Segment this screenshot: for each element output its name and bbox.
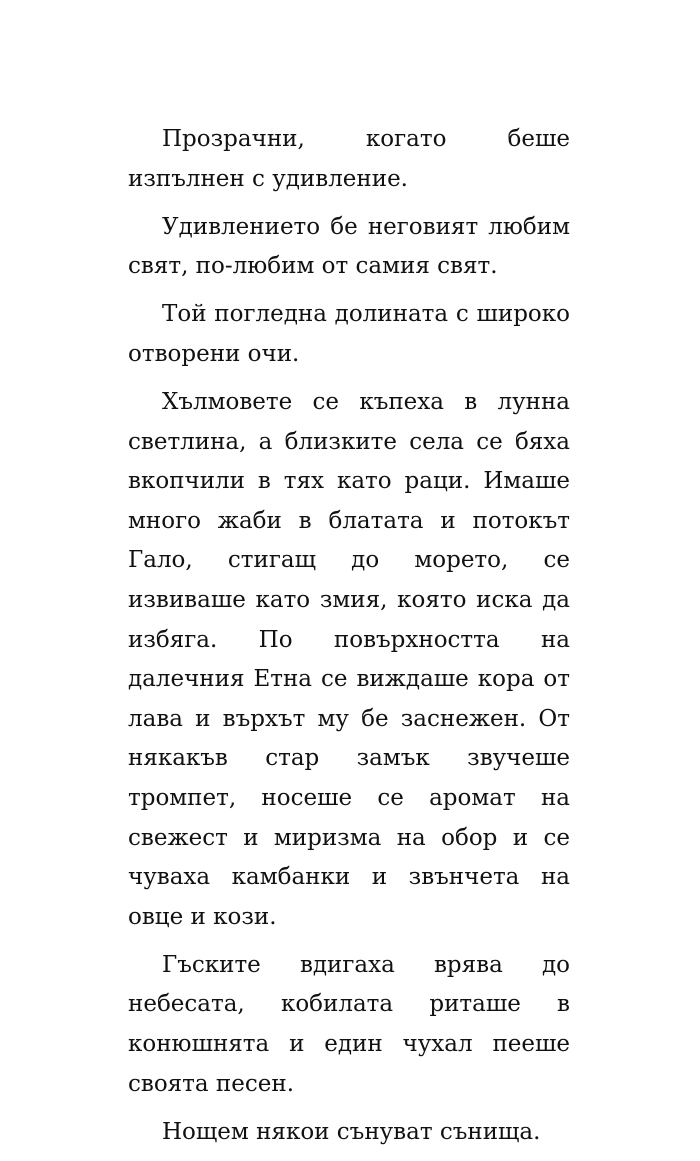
page-text — [128, 120, 570, 1161]
paragraph: Удивлението бе неговият любим свят, по-любим от самия свят. — [128, 213, 570, 280]
paragraph: Хълмовете се къпеха в лунна светлина, а близките села се бяха вкопчили в тях като раци. Имаше много жаби в блатата и потокът Гало, стигащ до морето, се извиваше като змия, която иска да избяга. По повърхността на далечния Етна се виждаше кора от лава и върхът му бе заснежен. От някакъв стар замък звучеше тромпет, носеше се аромат на свежест и миризма на обор и се чуваха камбанки и звънчета на овце и кози. — [128, 389, 570, 930]
paragraph: Прозрачни, когато беше изпълнен с удивление. — [128, 126, 570, 192]
paragraph: Гъските вдигаха врява до небесата, кобилата риташе в конюшнята и един чухал пееше своята песен. — [128, 951, 570, 1097]
paragraph: Нощем някои сънуват сънища. — [162, 1118, 541, 1145]
paragraph: Той погледна долината с широко отворени очи. — [128, 301, 570, 367]
